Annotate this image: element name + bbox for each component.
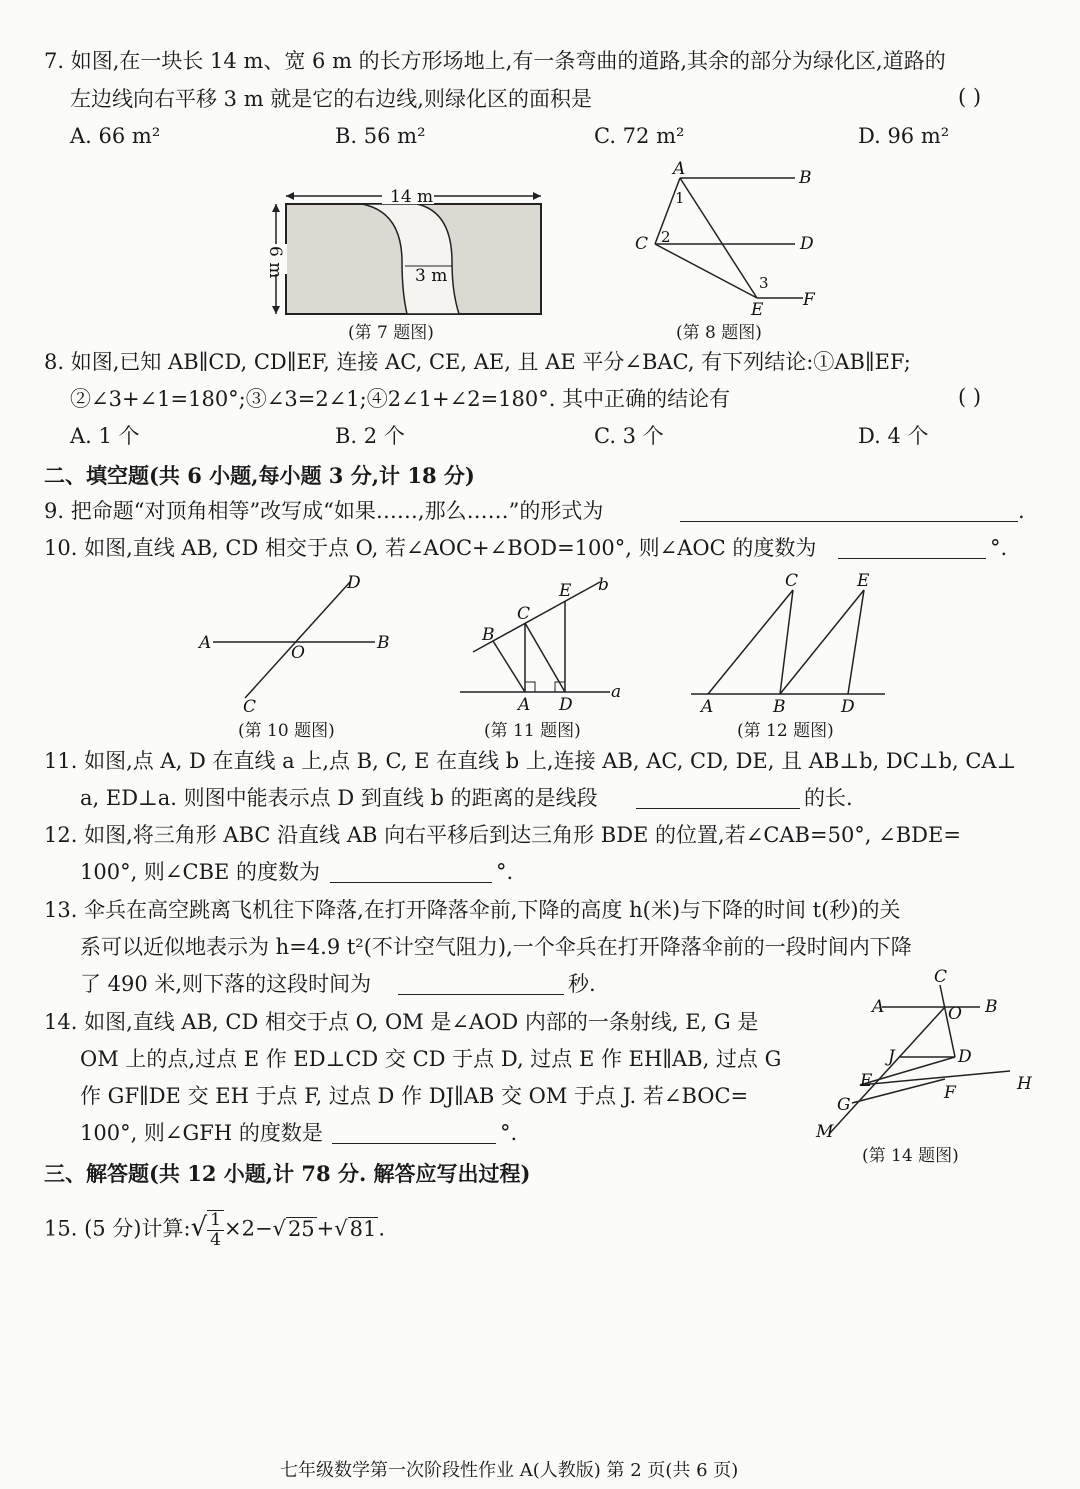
fig14-label-m: M — [816, 1122, 834, 1142]
q14-line1: 14. 如图,直线 AB, CD 相交于点 O, OM 是∠AOD 内部的一条射线, E, G 是 — [44, 1010, 759, 1034]
q7-option-c: C. 72 m² — [594, 124, 685, 148]
fig10-label-o: O — [291, 643, 305, 663]
fig10-label-c: C — [243, 697, 257, 717]
q13-answer-blank[interactable] — [398, 972, 564, 995]
q12-end: °. — [496, 860, 514, 884]
q12-line1: 12. 如图,将三角形 ABC 沿直线 AB 向右平移后到达三角形 BDE 的位置,若∠CAB=50°, ∠BDE= — [44, 823, 961, 847]
fig8-caption: (第 8 题图) — [676, 323, 762, 343]
q9-answer-blank[interactable] — [680, 499, 1018, 522]
fig14-label-f: F — [944, 1083, 956, 1103]
q8-answer-paren: ( ) — [958, 385, 982, 409]
q15-prefix: 15. (5 分)计算: — [44, 1216, 191, 1241]
fig14-label-h: H — [1017, 1074, 1032, 1094]
q15-plus: + — [316, 1216, 335, 1241]
q14-line4: 100°, 则∠GFH 的度数是 — [80, 1121, 323, 1145]
q7-option-d: D. 96 m² — [858, 124, 950, 148]
q11-line1: 11. 如图,点 A, D 在直线 a 上,点 B, C, E 在直线 b 上,连接 AB, AC, CD, DE, 且 AB⊥b, DC⊥b, CA⊥ — [44, 749, 1017, 773]
q14-end: °. — [500, 1121, 518, 1145]
q15-expression: 15. (5 分)计算:√ $\frac{1}{4}$ ×2−√25+√81. — [44, 1210, 386, 1250]
fig14-label-e: E — [860, 1071, 873, 1091]
fig14-caption: (第 14 题图) — [862, 1146, 959, 1166]
figure-11 — [455, 570, 635, 718]
q11-line2-end: 的长. — [804, 786, 853, 810]
q14-line2: OM 上的点,过点 E 作 ED⊥CD 交 CD 于点 D, 过点 E 作 EH∥AB, 过点 G — [80, 1047, 782, 1071]
fig14-label-o: O — [948, 1004, 962, 1024]
fig14-label-a: A — [872, 997, 885, 1017]
figure-12 — [688, 570, 888, 718]
q10-end: °. — [990, 536, 1008, 560]
q10-text: 10. 如图,直线 AB, CD 相交于点 O, 若∠AOC+∠BOD=100°, 则∠AOC 的度数为 — [44, 536, 817, 560]
fig14-label-j: J — [888, 1047, 895, 1067]
q9-end: . — [1018, 499, 1025, 523]
fig8-label-e: E — [751, 300, 764, 320]
fig12-label-a: A — [701, 697, 714, 717]
q14-line3: 作 GF∥DE 交 EH 于点 F, 过点 D 作 DJ∥AB 交 OM 于点 J. 若∠BOC= — [80, 1084, 749, 1108]
q13-end: 秒. — [568, 972, 596, 996]
fig10-caption: (第 10 题图) — [238, 721, 335, 741]
q12-line2: 100°, 则∠CBE 的度数为 — [80, 860, 321, 884]
fig8-angle-3: 3 — [759, 274, 769, 292]
q7-option-b: B. 56 m² — [335, 124, 426, 148]
figure-14 — [810, 965, 1040, 1145]
fig12-label-b: B — [773, 697, 786, 717]
q8-option-c: C. 3 个 — [594, 424, 664, 448]
figure-8 — [625, 158, 825, 323]
q12-answer-blank[interactable] — [330, 860, 492, 883]
q13-line2: 系可以近似地表示为 h=4.9 t²(不计空气阻力),一个伞兵在打开降落伞前的一段时间内下降 — [80, 935, 912, 959]
q13-line3: 了 490 米,则下落的这段时间为 — [80, 972, 372, 996]
q8-option-d: D. 4 个 — [858, 424, 929, 448]
fig12-label-c: C — [785, 571, 799, 591]
fig8-angle-2: 2 — [661, 228, 671, 246]
q7-line1: 7. 如图,在一块长 14 m、宽 6 m 的长方形场地上,有一条弯曲的道路,其余的部分为绿化区,道路的 — [44, 49, 946, 73]
fig14-label-d: D — [958, 1047, 972, 1067]
q11-answer-blank[interactable] — [636, 786, 800, 809]
section-3-heading: 三、解答题(共 12 小题,计 78 分. 解答应写出过程) — [44, 1161, 531, 1186]
fig7-caption: (第 7 题图) — [348, 323, 434, 343]
fig10-label-a: A — [199, 633, 212, 653]
fig7-width-label: 6 m — [265, 246, 285, 279]
q8-line1: 8. 如图,已知 AB∥CD, CD∥EF, 连接 AC, CE, AE, 且 AE 平分∠BAC, 有下列结论:①AB∥EF; — [44, 350, 911, 374]
q13-line1: 13. 伞兵在高空跳离飞机往下降落,在打开降落伞前,下降的高度 h(米)与下降的时间 t(秒)的关 — [44, 898, 901, 922]
fig12-label-d: D — [841, 697, 855, 717]
fig8-label-b: B — [799, 168, 812, 188]
q8-option-b: B. 2 个 — [335, 424, 405, 448]
q7-option-a: A. 66 m² — [70, 124, 161, 148]
fig11-label-d: D — [559, 695, 573, 715]
fig12-label-e: E — [857, 571, 870, 591]
fig14-label-c: C — [934, 967, 948, 987]
q15-denominator: 4 — [210, 1230, 221, 1250]
fig8-angle-1: 1 — [675, 189, 685, 207]
fig7-length-label: 14 m — [390, 187, 434, 207]
q14-answer-blank[interactable] — [332, 1121, 496, 1144]
fig8-label-c: C — [635, 234, 649, 254]
q11-line2: a, ED⊥a. 则图中能表示点 D 到直线 b 的距离的是线段 — [80, 786, 598, 810]
figure-7 — [262, 182, 552, 322]
q9-text: 9. 把命题“对顶角相等”改写成“如果……,那么……”的形式为 — [44, 499, 604, 523]
fig11-label-a: A — [518, 695, 531, 715]
fig11-label-a-line: a — [611, 682, 622, 702]
q15-times: ×2− — [223, 1216, 273, 1241]
q15-end: . — [378, 1216, 386, 1241]
fig14-label-g: G — [837, 1095, 851, 1115]
fig7-road-label: 3 m — [415, 266, 448, 286]
fig8-label-a: A — [673, 159, 686, 179]
fig14-label-b: B — [985, 997, 998, 1017]
q15-root-81: 81 — [349, 1216, 377, 1241]
q8-option-a: A. 1 个 — [70, 424, 140, 448]
fig11-label-b: B — [482, 625, 495, 645]
fig11-label-b-line: b — [598, 575, 609, 595]
fig11-label-c: C — [517, 604, 531, 624]
page-footer: 七年级数学第一次阶段性作业 A(人教版) 第 2 页(共 6 页) — [280, 1460, 739, 1481]
q15-fraction — [207, 1210, 224, 1250]
fig11-label-e: E — [559, 581, 572, 601]
fig8-label-f: F — [803, 290, 815, 310]
fig8-label-d: D — [800, 234, 814, 254]
fig12-caption: (第 12 题图) — [737, 721, 834, 741]
q15-root-25: 25 — [287, 1216, 315, 1241]
q15-numerator: 1 — [207, 1211, 224, 1231]
fig11-caption: (第 11 题图) — [484, 721, 581, 741]
fig10-label-b: B — [377, 633, 390, 653]
figure-10 — [195, 570, 405, 718]
q10-answer-blank[interactable] — [838, 536, 986, 559]
q7-answer-paren: ( ) — [958, 85, 982, 109]
q8-line2: ②∠3+∠1=180°;③∠3=2∠1;④2∠1+∠2=180°. 其中正确的结论有 — [70, 387, 731, 411]
section-2-heading: 二、填空题(共 6 小题,每小题 3 分,计 18 分) — [44, 463, 475, 488]
fig10-label-d: D — [347, 573, 361, 593]
q7-line2: 左边线向右平移 3 m 就是它的右边线,则绿化区的面积是 — [70, 87, 592, 111]
